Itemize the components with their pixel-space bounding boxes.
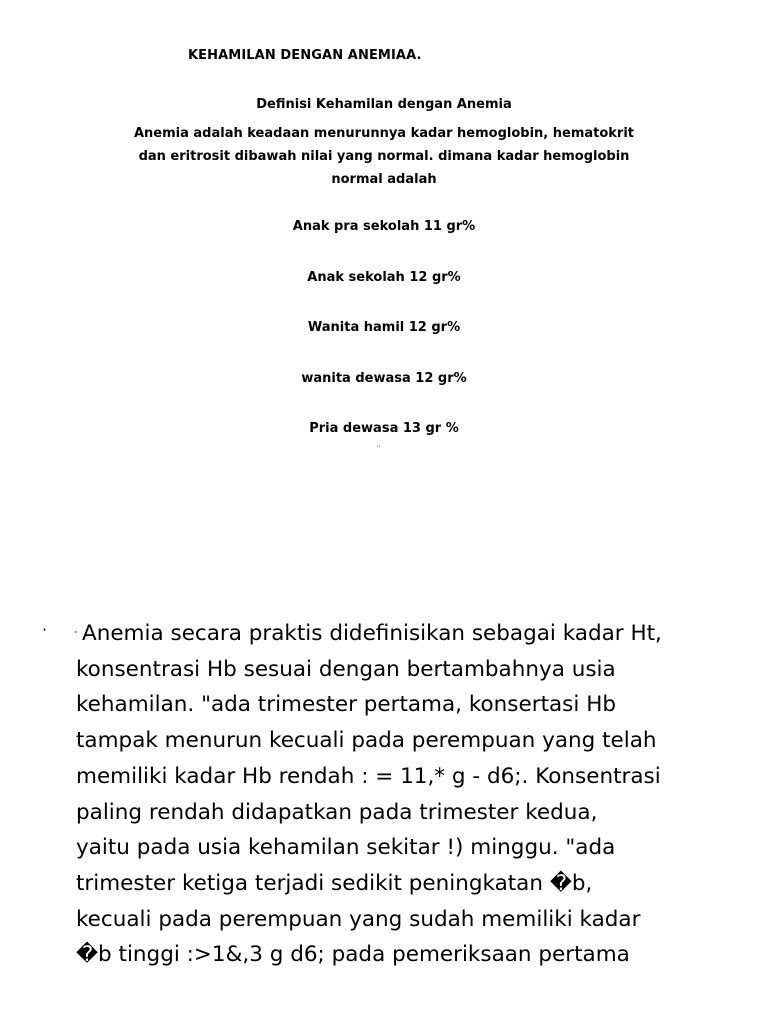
definition-heading: Definisi Kehamilan dengan Anemia [256,97,512,112]
paragraph-line: memiliki kadar Hb rendah : = 11,* g - d6;. Konsentrasi [76,763,661,789]
paragraph-line: trimester ketiga terjadi sedikit peningkatan �b, [76,870,593,896]
definition-line: dan eritrosit dibawah nilai yang normal. dimana kadar hemoglobin [138,149,630,164]
paragraph-line: yaitu pada usia kehamilan sekitar !) minggu. "ada [76,835,616,861]
definition-text [0,122,768,191]
normal-value-item: wanita dewasa 12 gr% [301,371,467,386]
normal-value-item: Wanita hamil 12 gr% [307,320,461,335]
normal-value-item: Pria dewasa 13 gr % [309,421,459,436]
paragraph-line: kehamilan. "ada trimester pertama, konsertasi Hb [76,692,617,718]
paragraph-line: paling rendah didapatkan pada trimester kedua, [76,799,598,825]
anemia-paragraph [76,616,746,973]
normal-value-item: Anak pra sekolah 11 gr% [292,219,476,234]
normal-value-item: Anak sekolah 12 gr% [307,270,461,285]
paragraph-line: tampak menurun kecuali pada perempuan yang telah [76,728,657,754]
paragraph-line: Anemia secara praktis didefinisikan sebagai kadar Ht, [82,621,662,646]
definition-line: normal adalah [331,172,437,187]
paragraph-line: kecuali pada perempuan yang sudah memiliki kadar [76,906,641,932]
paragraph-line: konsentrasi Hb sesuai dengan bertambahnya usia [76,656,616,682]
document-title: KEHAMILAN DENGAN ANEMIAA. [188,48,422,63]
bullet-quote-mark: " [74,630,78,638]
bullet-point: · [42,620,48,639]
definition-line: Anemia adalah keadaan menurunnya kadar hemoglobin, hematokrit [133,126,635,141]
small-mark: '' [377,445,381,452]
paragraph-line: �b tinggi :>1&,3 g d6; pada pemeriksaan pertama [76,942,630,968]
